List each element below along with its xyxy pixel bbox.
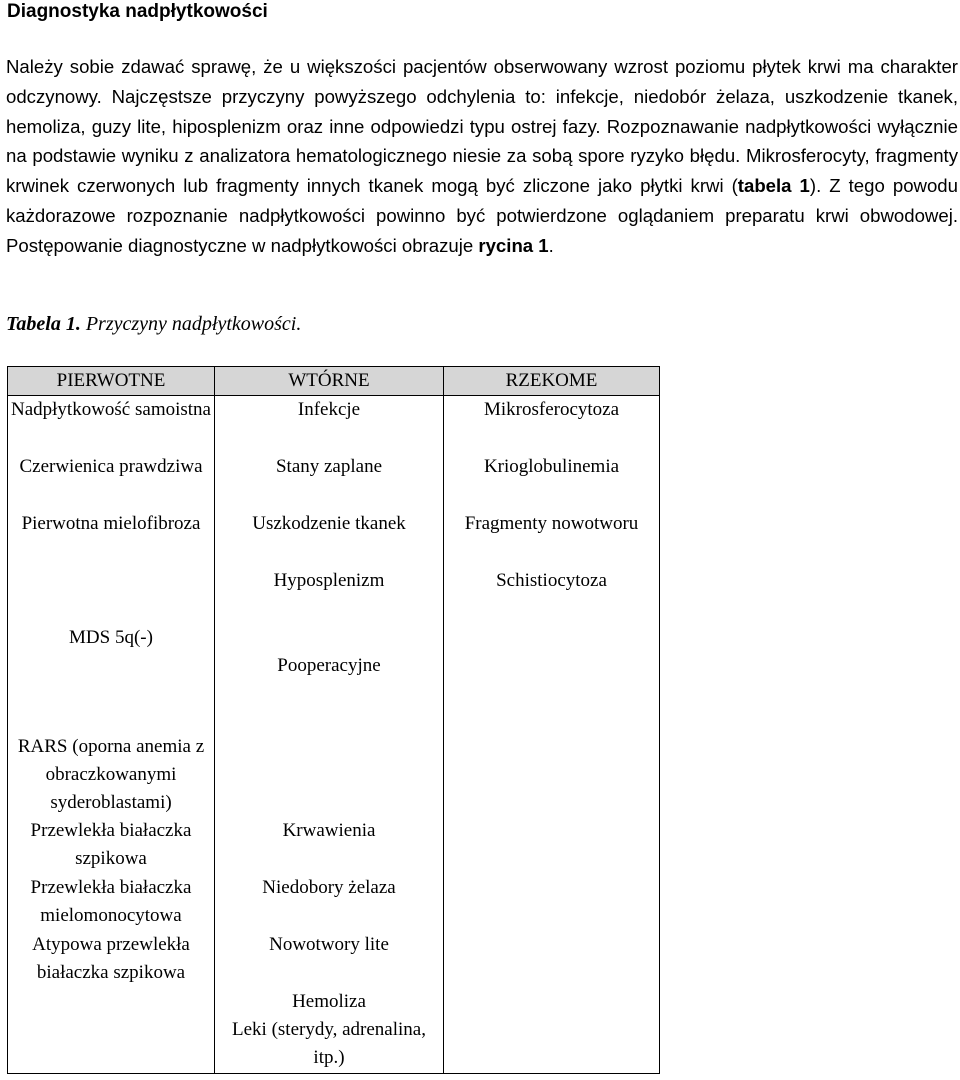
table-cell: Atypowa przewlekła białaczka szpikowa [8,931,215,988]
table-caption-text: Przyczyny nadpłytkowości. [80,313,302,335]
table-cell: Czerwienica prawdziwa [8,453,215,510]
table-cell [444,1016,660,1074]
header-spurious: RZEKOME [444,367,660,396]
table-row [8,652,660,817]
table-reference: tabela 1 [737,175,810,197]
table-header-row [8,367,660,396]
table-caption [6,312,301,336]
table-cell [8,1016,215,1074]
table-row [8,931,660,988]
causes-table [7,366,660,1074]
paragraph-text-1: Należy sobie zdawać sprawę, że u większości pacjentów obserwowany wzrost poziomu płytek krwi ma charakter odczynowy. Najczęstsze przyczyny powyższego odchylenia to: infekcje, niedobór żelaza, uszkodzenie tkanek, hemoliza, guzy lite, hiposplenizm oraz inne odpowiedzi typu ostrej fazy. Rozpoznawanie nadpłytkowości wyłącznie na podstawie wyniku z analizatora hematologicznego niesie za sobą spore ryzyko błędu. Mikrosferocyty, fragmenty krwinek czerwonych lub fragmenty innych tkanek mogą być zliczone jako płytki krwi ( [6,56,958,197]
table-cell: RARS (oporna anemia z obraczkowanymi syderoblastami) [8,652,215,817]
table-caption-label: Tabela 1. [6,313,81,335]
table-cell: Nowotwory lite [215,931,444,988]
header-secondary: WTÓRNE [215,367,444,396]
table-cell: Nadpłytkowość samoistna [8,396,215,453]
table-cell: Krioglobulinemia [444,453,660,510]
table-cell: Uszkodzenie tkanek [215,510,444,567]
table-row [8,510,660,567]
table-row [8,817,660,874]
table-cell: Mikrosferocytoza [444,396,660,453]
table-cell: Schistiocytoza [444,567,660,652]
intro-paragraph [6,52,958,261]
table-row [8,988,660,1016]
table-cell: Leki (sterydy, adrenalina, itp.) [215,1016,444,1074]
document-title: Diagnostyka nadpłytkowości [7,1,268,22]
table-cell: Fragmenty nowotworu [444,510,660,567]
paragraph-text-3: . [548,234,554,256]
table-cell: Hemoliza [215,988,444,1016]
table-cell: Niedobory żelaza [215,874,444,931]
table-cell [444,874,660,931]
table-cell: Pooperacyjne [215,652,444,817]
table-row [8,1016,660,1074]
paragraph-text-2: ). Z tego powodu każdorazowe rozpoznanie nadpłytkowości powinno być potwierdzone oglądaniem preparatu krwi obwodowej. Postępowanie diagnostyczne w nadpłytkowości obrazuje [6,175,958,256]
table-cell: Przewlekła białaczka szpikowa [8,817,215,874]
table-row [8,396,660,453]
table-row [8,453,660,510]
table-cell [8,988,215,1016]
table-cell [444,988,660,1016]
table-row [8,874,660,931]
table-cell: Infekcje [215,396,444,453]
table-cell [444,652,660,817]
table-cell: Stany zaplane [215,453,444,510]
header-primary: PIERWOTNE [8,367,215,396]
table-cell: Przewlekła białaczka mielomonocytowa [8,874,215,931]
table-cell: Krwawienia [215,817,444,874]
table-cell [444,817,660,874]
table-cell: Pierwotna mielofibroza [8,510,215,567]
table-cell [444,931,660,988]
table-row [8,567,660,652]
table-cell: Hyposplenizm [215,567,444,652]
figure-reference: rycina 1 [478,234,549,256]
table-cell: MDS 5q(-) [8,567,215,652]
